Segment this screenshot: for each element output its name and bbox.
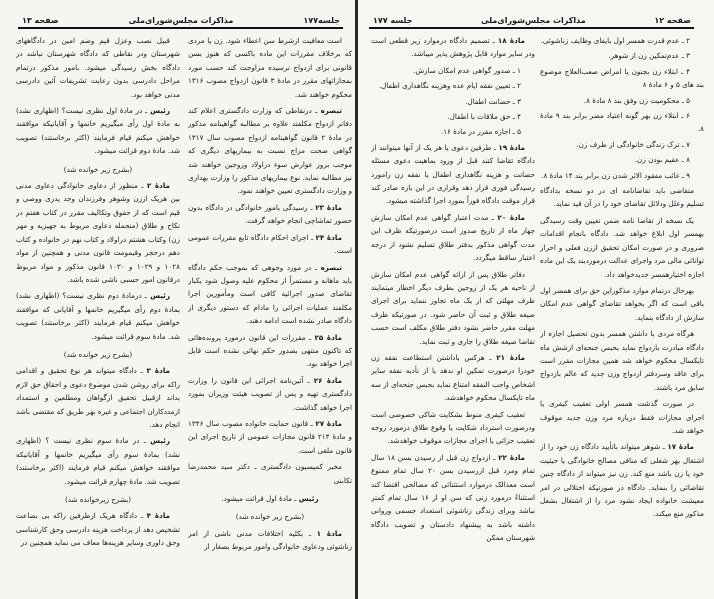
article-paragraph: [371, 141, 535, 208]
paragraph-text: ـ شوهر میتواند باتأیید دادگاه زن خود را از اشتغال بهر شغلی که منافی مصالح خانوادگی یا حیثیت خود یا زن باشد منع کند. زن نیز میتواند از دادگاه چنین تقاضائی را بنماید. دادگاه در صورتیکه اختلالی در امر معیشت خانواده ایجاد نشود مرد را از اشتغال بشغل مذکور منع میکند.: [540, 442, 704, 519]
article-heading: مادهٔ ۱۸: [497, 36, 525, 45]
paragraph-text: ـ در مورد وجوهی که بموجب حکم دادگاه باید ماهانه و مستمراً از محکوم علیه وصول شود یکبار تقاضای صدور اجرائیه کافی است ومأمورین اجرا مکلفند عملیات اجرائی را مادام که دستور دیگری از دادگاه صادر نشده است ادامه دهند.: [188, 262, 352, 326]
page-header: [373, 12, 691, 25]
paragraph: [371, 268, 535, 348]
article-paragraph: [188, 261, 352, 328]
paragraph: [540, 49, 704, 62]
article-paragraph: [188, 417, 352, 457]
page-number: صفحه ۱۲: [654, 16, 691, 25]
article-paragraph: [371, 211, 535, 265]
paragraph-text: (بشرح زیر خوانده شد): [63, 349, 133, 359]
page-number: صفحه ۱۳: [22, 16, 59, 25]
paragraph-text: دفاتر طلاق پس از ارائه گواهی عدم امکان سازش از ناحیه هر یک از زوجین بطرف دیگر اخطار مینمایند ظرف مهلتی که از یک ماه تجاوز ننماید برای اجرای صیغه طلاق و ثبت آن حاضر شود. در صورتیکه ظرف مهلت مقرر حاضر نشود دفتر طلاق مکلف است حسب تقاضا صیغه طلاق را جاری و ثبت نماید.: [371, 269, 535, 346]
paragraph: [16, 493, 180, 506]
article-heading: مادهٔ ۱۷: [667, 442, 694, 452]
paragraph: [540, 34, 704, 47]
text-column-left: [371, 34, 535, 589]
paragraph-text: ـ مدت اعتبار گواهی عدم امکان سازش چهار ماه از تاریخ صدور است درصورتیکه ظرف این مدت گواهی مذکور بدفتر طلاق تسلیم نشود از درجه اعتبار ساقط میگردد.: [371, 212, 535, 263]
paragraph: [540, 153, 704, 166]
article-paragraph: [540, 440, 704, 520]
paragraph: [188, 34, 352, 101]
article-paragraph: [16, 434, 180, 488]
article-heading: مادهٔ ۲۲: [498, 452, 525, 462]
paragraph-text: در صورت گذشت همسر اولی تعقیب کیفری یا اجرای مجازات فقط درباره مرد وزن جدید موقوف خواهد شد.: [540, 399, 704, 435]
publication-title: مذاکرات مجلس‌شورای‌ملی: [128, 16, 234, 25]
paragraph-text: ۵ ـ اجازه مقرر در مادهٔ ۱۶.: [440, 127, 521, 137]
article-heading: مادهٔ ۲۳: [315, 202, 342, 212]
page-header: [22, 12, 340, 25]
paragraph: [371, 79, 535, 92]
paragraph: [16, 348, 180, 361]
article-heading: مادهٔ ۳: [146, 366, 170, 376]
right-page: [357, 0, 714, 599]
paragraph-text: ـ قانون حمایت خانواده مصوب سال ۱۳۴۶ و مادهٔ ۲۱۴ قانون مجازات عمومی از تاریخ اجرای این قانون ملغی است.: [188, 418, 352, 455]
article-heading: رئیس: [150, 436, 170, 446]
paragraph-text: ـ دادگاه میتواند هر نوع تحقیق و اقدامی راکه برای روشن شدن موضوع دعوی و احقاق حق لازم بداند ازقبیل تحقیق ازگواهان ومطلعین و استمداد ازمددکاران اجتماعی و غیره بهر طریق که مقتضی باشد انجام دهد.: [16, 366, 180, 429]
paragraph-text: ـ آئین‌نامه اجرائی این قانون را وزارت دادگستری تهیه و پس از تصویب هیئت وزیران بمورد اجرا خواهد گذاشت.: [188, 375, 352, 412]
article-paragraph: [188, 201, 352, 228]
publication-title: مذاکرات مجلس‌شورای‌ملی: [481, 16, 586, 25]
article-paragraph: [16, 509, 180, 549]
article-heading: رئیس: [298, 494, 319, 503]
paragraph: [371, 64, 535, 77]
paragraph-text: ۷ ـ ترک زندگی خانوادگی از طرف زن.: [576, 139, 690, 149]
paragraph: [371, 408, 535, 448]
article-heading: رئیس: [150, 106, 170, 116]
paragraph-text: ۶ ـ ابتلاء زن بهر گونه اعتیاد مضر برابر بند ۹ مادهٔ ۸.: [540, 111, 704, 134]
paragraph-text: تعقیب کیفری منوط بشکایت شاکی خصوصی است ودرصورت استرداد شکایت یا وقوع طلاق درمورد زوجه تعقیب جزائی یا اجرای مجازات موقوف خواهدشد.: [371, 409, 535, 446]
paragraph-text: یک نسخه از تقاضا نامه ضمن تعیین وقت رسیدگی بهمسر اول ابلاغ خواهد شد. دادگاه بانجام اقدامات ضروری و در صورت امکان تحقیق اززن فعلی و احراز توانائی مالی مرد واجرای عدالت درموردبند یک این ماده اجازه اختیارهمسر جدیدخواهد داد.: [540, 215, 704, 279]
paragraph: [540, 214, 704, 281]
paragraph-text: ـ بکلیه اختلافات مدنی ناشی از امر زناشوئی ودعاوی خانوادگی وامور مربوط بصغار از: [188, 528, 352, 552]
paragraph-text: ۳ ـ حضانت اطفال.: [465, 96, 521, 106]
article-paragraph: [188, 527, 352, 554]
article-heading: مادهٔ ۲۴: [315, 232, 342, 242]
article-heading: تبصره: [320, 106, 342, 116]
paragraph: [371, 110, 535, 123]
article-heading: مادهٔ ۲: [146, 181, 170, 191]
article-paragraph: [188, 492, 352, 505]
paragraph-text: مخبر کمیسیون دادگستری ـ دکتر سید محمدرضا تکابنی: [188, 462, 352, 485]
session-number: جلسه ۱۷۷: [373, 16, 413, 25]
paragraph-text: هرگاه مردی با داشتن همسر بدون تحصیل اجازه از دادگاه مبادرت بازدواج نماید بحبس جنحه‌ای ازشش ماه تایکسال محکوم خواهد شد همین مجازات مقرر است برای عاقد وسردفتر ازدواج وزن جدید که عالم بازدواج سابق مرد باشند.: [540, 329, 704, 392]
paragraph-text: قبیل نصب وعزل قیم وضم امین در دادگاههای شهرستان ودر نقاطی که دادگاه شهرستان نباشد در دادگاه بخش رسیدگی میشود. بامور مذکور درتمام مراحل دادرسی بدون رعایت تشریفات آئین دادرسی مدنی خواهد بود.: [16, 36, 180, 99]
paragraph-text: ۹ ـ غائب مفقود الاثر شدن زن برابر بند ۱۴ مادهٔ ۸.: [541, 170, 690, 180]
paragraph-text: (بشرح زیر خوانده شد): [235, 512, 305, 522]
paragraph-text: ۱ ـ صدور گواهی عدم امکان سازش.: [413, 65, 521, 75]
article-paragraph: [188, 231, 352, 258]
paragraph-text: ـ درنقاطی که وزارت دادگستری اعلام کند دفاتر ازدواج مکلفند علاوه بر مطالبه گواهینامه مذکور در مادهٔ ۲ قانون گواهینامه ازدواج مصوب سال ۱۳۱۷ گواهی صحت مزاج نسبت به بیماریهای دیگری که موجب بروز عوارض سوء دراولاد وزوجین خواهند شد نیز مطالبه نماید. نوع بیماریهای مذکور را وزارت بهداری و وزارت دادگستری تعیین خواهند نمود.: [188, 106, 352, 196]
article-heading: مادهٔ ۲۰: [497, 212, 525, 222]
article-paragraph: [188, 104, 352, 198]
paragraph-text: ـ مادهٔ اول قرائت میشود.: [221, 494, 299, 503]
article-paragraph: [371, 351, 535, 405]
paragraph-text: ۴ ـ حق ملاقات با اطفال.: [447, 112, 521, 122]
paragraph: [540, 284, 704, 324]
paragraph: [188, 460, 352, 487]
paragraph-text: ـ منظور از دعاوی خانوادگی دعاوی مدنی بین هریک اززن وشوهر وفرزندان وجد پدری ووصی و قیم است که از حقوق وتکالیف مقرر در کتاب هفتم در نکاح و طلاق (منجمله دعاوی مربوط به جهیزیه و مهر زن) وکتاب هشتم دراولاد و کتاب نهم در خانواده و کتاب دهم درحجر وقیمومت قانون مدنی و همچنین از مواد ۱۰۲۸ و ۱۰۲۹ و ۱۰۳۰ قانون مذکور و مواد مربوط درقانون امور حسبی ناشی شده باشد.: [16, 181, 180, 284]
article-heading: مادهٔ ۱: [316, 528, 342, 538]
article-heading: مادهٔ ۱۹: [498, 142, 525, 152]
session-number: جلسه۱۷۷: [303, 16, 340, 25]
header-rule: [18, 27, 343, 29]
paragraph-text: ـ مقررات این قانون درمورد پرونده‌هائی که تاکنون منتهی بصدور حکم نهائی نشده است قابل اجرا خواهد بود.: [188, 332, 352, 369]
paragraph: [540, 94, 704, 107]
paragraph-text: ۲ ـ عدم قدرت همسر اول بایفای وظایف زناشوئی.: [540, 36, 690, 45]
text-column-left: [16, 34, 180, 589]
paragraph: [16, 34, 180, 101]
paragraph-text: (بشرح زیرخوانده شد): [64, 495, 132, 504]
article-paragraph: [16, 179, 180, 286]
article-paragraph: [16, 364, 180, 431]
paragraph: [540, 65, 704, 92]
paragraph-text: ـ طرفین دعوی یا هر یک از آنها میتوانند از دادگاه تقاضا کنند قبل از ورود بماهیت دعوی مسئله حضانت و هزینه نگاهداری اطفال یا نفقه زن رامورد رسیدگی فوری قرار دهد وقراری در این باره صادر کند قرار موقت دادگاه فوراً بمورد اجرا گذاشته میشود.: [371, 142, 535, 206]
paragraph-text: ـ رسیدگی بامور خانوادگی در دادگاه بدون حضور تماشاچی انجام خواهد گرفت.: [188, 202, 352, 226]
paragraph-text: (بشرح زیر خوانده شد): [63, 164, 133, 174]
header-rule: [369, 27, 694, 29]
text-column-right: [188, 34, 352, 589]
paragraph-text: ـ ازدواج زن قبل از رسیدن بسن ۱۸ سال تمام ومرد قبل ازرسیدن بسن ۲۰ سال تمام ممنوع است معذالک درموارد استثنائی که مصالحی اقتضا کند استثناءً درمورد زنی که سن او از ۱۶ سال تمام کمتر نباشد وبرای زندگی زناشوئی استعداد جسمی وروانی داشته باشد به پیشنهاد دادستان و تصویب دادگاه شهرستان ممکن: [371, 452, 535, 543]
paragraph-text: ۴ ـ ابتلاء زن بجنون یا امراض صعب‌العلاج موضوع بند های ۵ و ۶ مادهٔ ۸: [540, 66, 704, 90]
article-heading: مادهٔ ۲۶: [313, 375, 342, 385]
article-heading: رئیس: [150, 291, 170, 301]
article-paragraph: [188, 374, 352, 414]
paragraph-text: ۵ ـ محکومیت زن وفق بند ۸ مادهٔ ۸.: [583, 95, 690, 105]
paragraph-text: ۸ ـ عقیم بودن زن.: [634, 155, 690, 165]
paragraph-text: متقاضی باید تقاضانامه ای در دو نسخه بدادگاه تسلیم وعلل ودلائل تقاضای خود را در آن قید نماید.: [540, 186, 704, 209]
paragraph: [540, 109, 704, 136]
paragraph-text: ـ در مادهٔ اول نظری نیست؟ (اظهاری نشد) به مادهٔ اول رأی میگیریم خانمها و آقایانیکه موافقند خواهش میکنم قیام فرمایند (اکثر برخاستند) تصویب شد. مادهٔ دوم قرائت میشود.: [16, 106, 180, 156]
paragraph: [188, 510, 352, 523]
paragraph-text: بهرحال درتمام موارد مذکوراین حق برای همسر اول باقی است که اگر بخواهد تقاضای گواهی عدم امکان سازش از دادگاه بنماید.: [540, 285, 704, 322]
article-paragraph: [371, 451, 535, 545]
paragraph-text: ـ دادگاه هریک ازطرفین راکه بی بضاعت تشخیص دهد از پرداخت هزینه دادرسی وحق کارشناسی وحق داوری وسایر هزینه‌ها معاف می نماید همچنین در: [16, 511, 180, 548]
paragraph-text: ـ درمادهٔ دوم نظری نیست؟ (اظهاری نشد) بمادهٔ دوم رأی میگیریم خانمها و آقایانی که موافقند خواهش میکنم قیام فرمایند (اکثر برخاستند) تصویب شد. مادهٔ سوم قرائت میشود.: [16, 291, 180, 341]
book-spine-divider: [355, 0, 358, 599]
paragraph: [540, 169, 704, 182]
article-heading: مادهٔ ۲۷: [315, 418, 342, 428]
paragraph-text: است معافیت ازشرط سن اعطاء شود. زن یا مردی که برخلاف مقررات این ماده باکسی که هنوز بسن قانونی برای ازدواج نرسیده مزاوجت کند حسب مورد بمجازاتهای مقرر در مادهٔ ۳ قانون ازدواج مصوب ۱۳۱۶ محکوم خواهند شد.: [188, 36, 352, 99]
paragraph-text: ـ هرکس باداشتن استطاعت نفقه زن خودرا درصورت تمکین او ندهد یا از تأدیه نفقه سایر اشخاص واجب النفقه امتناع نماید بحبس جنحه‌ای از سه ماه تایکسال محکوم خواهدشد.: [371, 352, 535, 403]
article-heading: مادهٔ ۲۵: [314, 332, 342, 342]
article-heading: مادهٔ ۴: [146, 511, 170, 521]
paragraph: [16, 163, 180, 176]
article-paragraph: [16, 289, 180, 343]
article-paragraph: [371, 34, 535, 61]
paragraph: [540, 397, 704, 437]
text-column-right: [540, 34, 704, 589]
article-paragraph: [188, 331, 352, 371]
article-heading: تبصره: [320, 262, 342, 272]
paragraph: [540, 138, 704, 151]
paragraph-text: ـ اجرای احکام دادگاه تابع مقررات عمومی است.: [188, 232, 352, 256]
article-heading: مادهٔ ۲۱: [496, 352, 526, 362]
paragraph: [540, 327, 704, 394]
paragraph-text: ۳ ـ عدم‌تمکین زن از شوهر.: [608, 51, 690, 61]
paragraph: [371, 95, 535, 108]
paragraph: [540, 184, 704, 211]
article-paragraph: [16, 104, 180, 158]
paragraph-text: ۲ ـ تعیین نفقه ایام عده وهزینه نگاهداری اطفال.: [378, 81, 521, 91]
paragraph-text: ـ تصمیم دادگاه درموارد زیر قطعی است ودر سایر موارد قابل پژوهش پذیر میباشد.: [371, 36, 535, 59]
paragraph-text: ـ در مادهٔ سوم نظری نیست ؟ (اظهاری نشد) بمادهٔ سوم رأی میگیریم خانمها و آقایانیکه موافقند خواهش میکنم قیام فرمایند (اکثر برخاستند) تصویب شد. مادهٔ چهارم قرائت میشود.: [16, 436, 180, 486]
paragraph: [371, 125, 535, 138]
